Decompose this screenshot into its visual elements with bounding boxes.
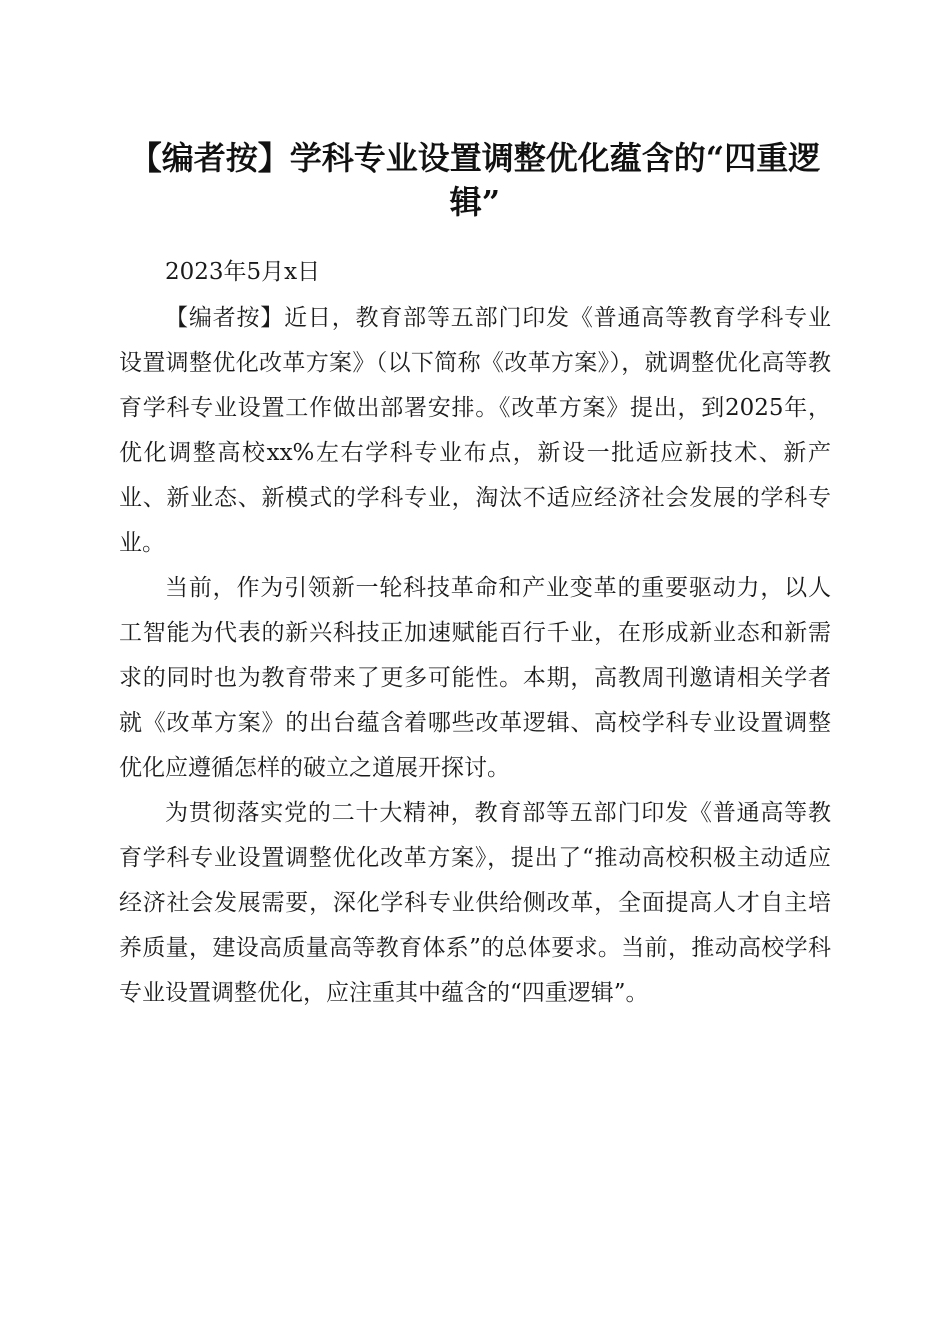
document-body (119, 250, 831, 1016)
document-date: 2023年5月x日 (165, 259, 321, 285)
document-title: 【编者按】学科专业设置调整优化蕴含的“四重逻辑” (129, 139, 821, 221)
requirements-paragraph: 为贯彻落实党的二十大精神，教育部等五部门印发《普通高等教育学科专业设置调整优化改革方案》，提出了“推动高校积极主动适应经济社会发展需要，深化学科专业供给侧改革，全面提高人才自主培养质量，建设高质量高等教育体系”的总体要求。当前，推动高校学科专业设置调整优化，应注重其中蕴含的“四重逻辑”。 (119, 800, 831, 1006)
editor-note-paragraph: 【编者按】近日，教育部等五部门印发《普通高等教育学科专业设置调整优化改革方案》（以下简称《改革方案》），就调整优化高等教育学科专业设置工作做出部署安排。《改革方案》提出，到2025年，优化调整高校xx%左右学科专业布点，新设一批适应新技术、新产业、新业态、新模式的学科专业，淘汰不适应经济社会发展的学科专业。 (119, 305, 831, 556)
context-paragraph: 当前，作为引领新一轮科技革命和产业变革的重要驱动力，以人工智能为代表的新兴科技正加速赋能百行千业，在形成新业态和新需求的同时也为教育带来了更多可能性。本期，高教周刊邀请相关学者就《改革方案》的出台蕴含着哪些改革逻辑、高校学科专业设置调整优化应遵循怎样的破立之道展开探讨。 (119, 575, 831, 781)
